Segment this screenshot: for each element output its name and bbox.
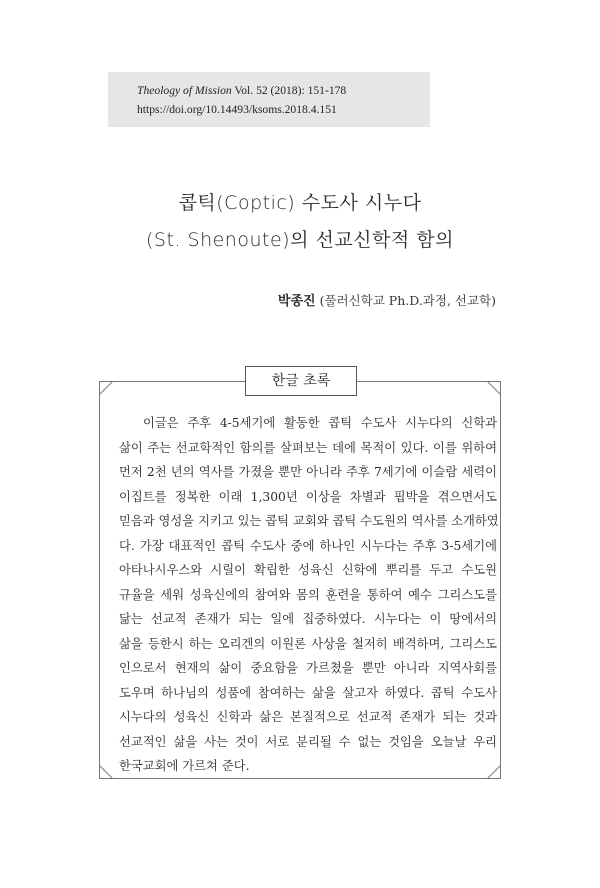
- paper-title-line-1: 콥틱(Coptic) 수도사 시누다: [178, 192, 422, 214]
- abstract-line: 삶을 등한시 하는 오리겐의 이원론 사상을 철저히 배격하며, 그리스도: [119, 636, 497, 651]
- abstract-line: 다. 가장 대표적인 콥틱 수도사 중에 하나인 시누다는 주후 3-5세기에: [119, 538, 497, 553]
- abstract-line: 먼저 2천 년의 역사를 가졌을 뿐만 아니라 주후 7세기에 이슬람 세력이: [119, 465, 497, 479]
- journal-name: Theology of Mission: [137, 84, 232, 97]
- paper-title-line-2: (St. Shenoute)의 선교신학적 함의: [146, 229, 454, 251]
- abstract-line: 한국교회에 가르쳐 준다.: [119, 759, 250, 773]
- doi-link[interactable]: https://doi.org/10.14493/ksoms.2018.4.151: [137, 103, 337, 116]
- abstract-line: 삶이 주는 선교학적인 함의를 살펴보는 데에 목적이 있다. 이를 위하여: [119, 440, 497, 455]
- frame-corner-ornament-icon: [99, 381, 119, 401]
- abstract-line: 도우며 하나님의 성품에 참여하는 삶을 살고자 하였다. 콥틱 수도사: [119, 685, 497, 700]
- abstract-line: 선교적인 삶을 사는 것이 서로 분리될 수 없는 것임을 오늘날 우리: [119, 734, 497, 749]
- abstract-line: 시누다의 성육신 신학과 삶은 본질적으로 선교적 존재가 되는 것과: [119, 710, 497, 724]
- abstract-body: [119, 411, 497, 779]
- journal-citation-box: [108, 72, 430, 127]
- abstract-line: 이집트를 정복한 이래 1,300년 이상을 차별과 핍박을 겪으면서도: [119, 489, 497, 504]
- abstract-line: 닮는 선교적 존재가 되는 일에 집중하였다. 시누다는 이 땅에서의: [119, 612, 497, 626]
- author-name: 박종진: [277, 294, 316, 309]
- abstract-label: 한글 초록: [245, 366, 357, 396]
- abstract-line: 믿음과 영성을 지키고 있는 콥틱 교회와 콥틱 수도원의 역사를 소개하였: [119, 514, 499, 528]
- abstract-line: 이글은 주후 4-5세기에 활동한 콥틱 수도사 시누다의 신학과: [143, 416, 497, 430]
- abstract-line: 아타나시우스와 시릴이 확립한 성육신 신학에 뿌리를 두고 수도원: [119, 563, 497, 577]
- frame-corner-ornament-icon: [481, 381, 501, 401]
- abstract-line: 규율을 세워 성육신에의 참여와 몸의 훈련을 통하여 예수 그리스도를: [119, 587, 497, 602]
- journal-volume-line: [137, 81, 430, 100]
- volume-info: Vol. 52 (2018): 151-178: [231, 84, 347, 97]
- abstract-line: 인으로서 현재의 삶이 중요함을 가르쳤을 뿐만 아니라 지역사회를: [119, 661, 497, 675]
- author-line: [278, 290, 496, 309]
- frame-corner-ornament-icon: [99, 759, 119, 779]
- author-affiliation: (풀러신학교 Ph.D.과정, 선교학): [315, 293, 496, 308]
